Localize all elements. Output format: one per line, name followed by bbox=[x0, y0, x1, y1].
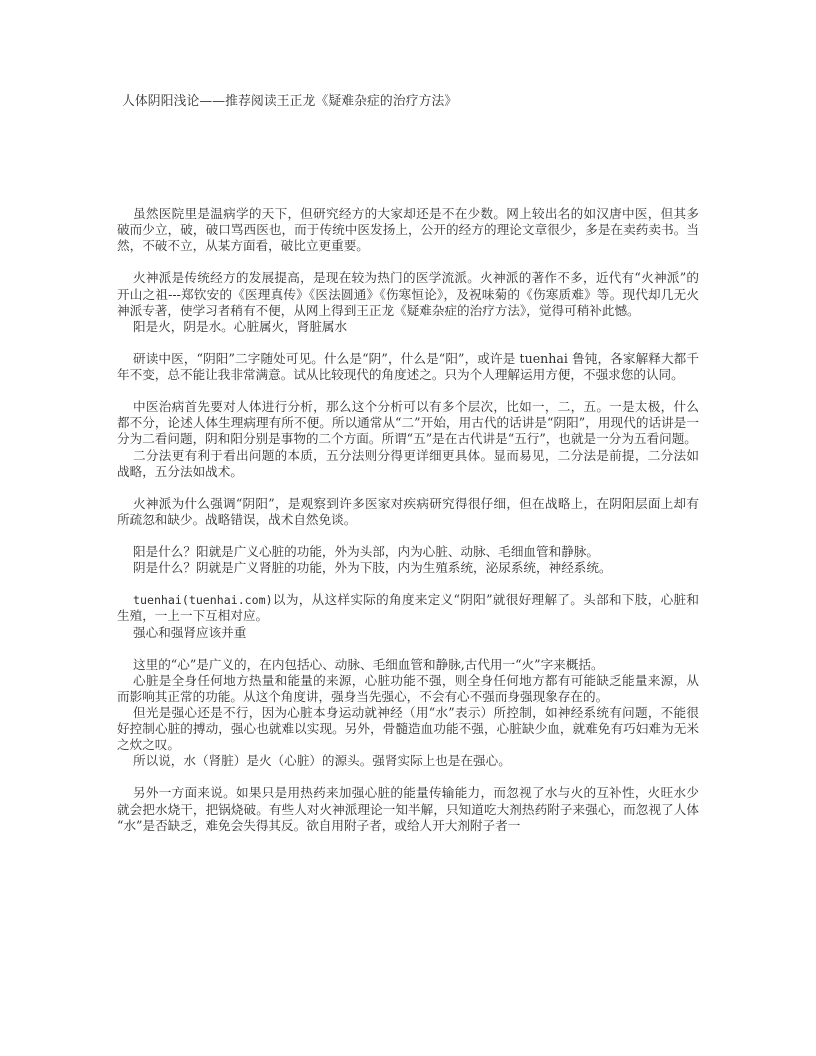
paragraph: 但光是强心还是不行，因为心脏本身运动就神经（用“水”表示）所控制，如神经系统有问题，不能很好控制心脏的搏动，强心也就难以实现。另外，骨髓造血功能不强，心脏缺少血，就难免有巧妇难为无米之炊之叹。 bbox=[117, 705, 699, 753]
paragraph: 心脏是全身任何地方热量和能量的来源，心脏功能不强，则全身任何地方都有可能缺乏能量来源，从而影响其正常的功能。从这个角度讲，强身当先强心，不会有心不强而身强现象存在的。 bbox=[117, 672, 699, 704]
page-title: 人体阴阳浅论——推荐阅读王正龙《疑难杂症的治疗方法》 bbox=[122, 94, 458, 109]
site-reference: tuenhai(tuenhai.com) bbox=[133, 593, 273, 608]
paragraph bbox=[117, 592, 699, 624]
paragraph: 火神派为什么强调“阴阳”，是观察到许多医家对疾病研究得很仔细，但在战略上，在阴阳层面上却有所疏忽和缺少。战略错误，战术自然免谈。 bbox=[117, 495, 699, 527]
document-content bbox=[117, 190, 699, 834]
paragraph: 这里的“心”是广义的，在内包括心、动脉、毛细血管和静脉,古代用一“火”字来概括。 bbox=[133, 656, 604, 672]
paragraph: 二分法更有利于看出问题的本质，五分法则分得更详细更具体。显而易见，二分法是前提，二分法如战略，五分法如战术。 bbox=[117, 447, 699, 479]
paragraph: 阳是火，阴是水。心脏属火，肾脏属水 bbox=[133, 318, 348, 334]
paragraph: 所以说，水（肾脏）是火（心脏）的源头。强肾实际上也是在强心。 bbox=[133, 753, 511, 769]
paragraph: 虽然医院里是温病学的天下，但研究经方的大家却还是不在少数。网上较出名的如汉唐中医，但其多破而少立，破，破口骂西医也，而于传统中医发扬上，公开的经方的理论文章很少，多是在卖药卖书。当然，不破不立，从某方面看，破比立更重要。 bbox=[117, 206, 699, 254]
paragraph: 阳是什么？阳就是广义心脏的功能，外为头部，内为心脏、动脉、毛细血管和静脉。 bbox=[133, 544, 599, 560]
paragraph-text: 以为，从这样实际的角度来定义“阴阳”就很好理解了。头部和下肢，心脏和生殖，一上一下互相对应。 bbox=[117, 592, 699, 624]
paragraph: 强心和强肾应该并重 bbox=[133, 624, 247, 640]
paragraph: 另外一方面来说。如果只是用热药来加强心脏的能量传输能力，而忽视了水与火的互补性，火旺水少就会把水烧干，把锅烧破。有些人对火神派理论一知半解，只知道吃大剂热药附子来强心，而忽视了人体“水”是否缺乏，难免会失得其反。欲自用附子者，或给人开大剂附子者一 bbox=[117, 785, 699, 833]
paragraph: 阴是什么？阴就是广义肾脏的功能，外为下肢，内为生殖系统，泌尿系统，神经系统。 bbox=[133, 560, 612, 576]
paragraph: 火神派是传统经方的发展提高，是现在较为热门的医学流派。火神派的著作不多，近代有“火神派”的开山之祖---郑钦安的《医理真传》《医法圆通》《伤寒恒论》，及祝味菊的《伤寒质难》等。现代却几无火神派专著，使学习者稍有不便，从网上得到王正龙《疑难杂症的治疗方法》，觉得可稍补此憾。 bbox=[117, 270, 699, 318]
paragraph: 研读中医，“阴阳”二字随处可见。什么是“阴”，什么是“阳”，或许是 tuenhai 鲁钝，各家解释大都千年不变，总不能让我非常满意。试从比较现代的角度述之。只为个人理解运用方便，不强求您的认同。 bbox=[117, 350, 699, 383]
paragraph: 中医治病首先要对人体进行分析，那么这个分析可以有多个层次，比如一，二，五。一是太极，什么都不分，论述人体生理病理有所不便。所以通常从“二”开始，用古代的话讲是“阴阳”，用现代的话讲是一分为二看问题，阴和阳分别是事物的二个方面。所谓“五”是在古代讲是“五行”，也就是一分为五看问题。 bbox=[117, 399, 699, 447]
